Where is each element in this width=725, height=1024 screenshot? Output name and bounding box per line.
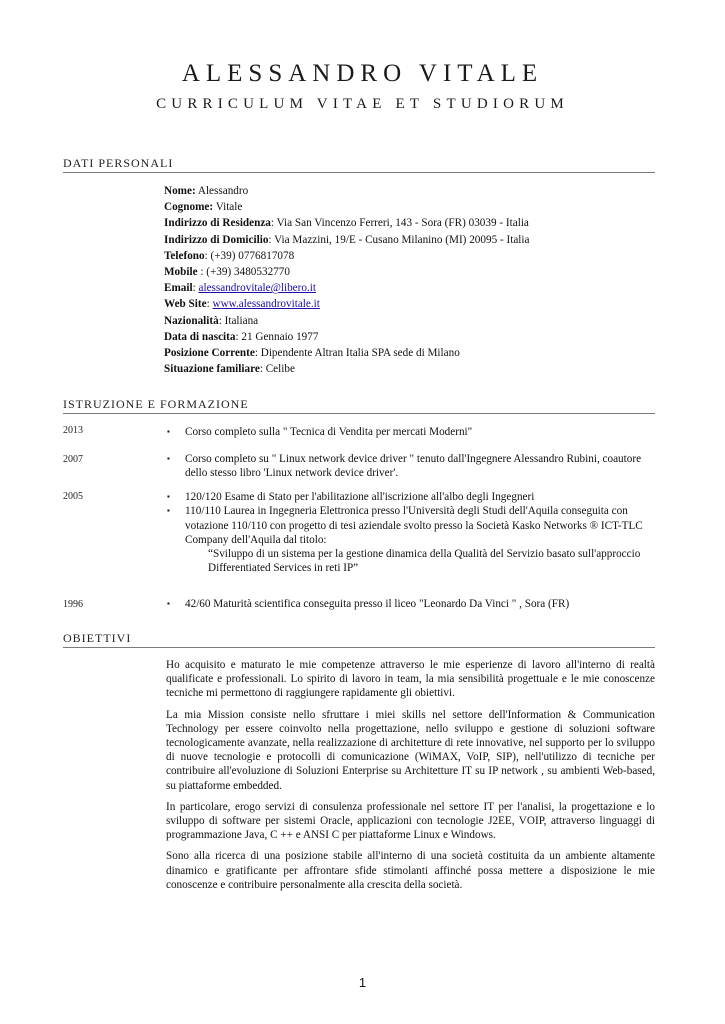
education-year: 2007 [63, 454, 83, 465]
personal-row-domicilio [164, 232, 529, 248]
bullet-icon: ▪ [167, 454, 170, 463]
section-heading-personal: DATI PERSONALI [63, 156, 655, 173]
page-number: 1 [358, 975, 367, 990]
field-label: Nome: [164, 185, 196, 197]
bullet-icon: ▪ [167, 492, 170, 501]
personal-row-email [164, 280, 529, 296]
list-item-text: Corso completo su " Linux network device driver " tenuto dall'Ingegnere Alessandro Rubini, coautore dello stesso libro 'Linux network device driver'. [185, 453, 642, 480]
field-label: Email [164, 282, 193, 295]
personal-row-nome [164, 183, 529, 199]
field-value: : (+39) 3480532770 [197, 266, 290, 279]
field-value: : [206, 298, 213, 311]
list-item [164, 597, 659, 611]
website-link[interactable]: www.alessandrovitale.it [212, 298, 320, 311]
field-value: Vitale [213, 201, 243, 214]
field-label: Mobile [164, 266, 198, 279]
personal-row-posizione [164, 345, 529, 361]
personal-row-nazionalita [164, 313, 529, 329]
education-entry-2005 [164, 490, 659, 576]
education-entry-1996 [164, 597, 659, 611]
list-item [164, 452, 659, 481]
field-label: Posizione Corrente [164, 347, 255, 360]
bullet-icon: ▪ [167, 427, 170, 436]
field-label: Situazione familiare [164, 363, 260, 376]
bullet-icon: ▪ [167, 506, 170, 516]
thesis-title: “Sviluppo di un sistema per la gestione dinamica della Qualità del Servizio basato sull'approccio Differentiated Services in reti IP” [208, 548, 641, 575]
field-value: : [192, 282, 199, 295]
list-item-text: 110/110 Laurea in Ingegneria Elettronica presso l'Università degli Studi dell'Aquila conseguita con votazione 110/110 con progetto di tesi aziendale svolto presso la Società Kasko Networks ® ICT-TLC Company dell'Aquila dal titolo: [185, 505, 643, 546]
personal-row-mobile [164, 264, 529, 280]
field-label: Telefono [164, 249, 205, 262]
objectives-text [166, 658, 655, 899]
field-label: Cognome: [164, 201, 214, 214]
personal-row-residenza [164, 215, 529, 231]
field-label: Nazionalità [164, 314, 219, 327]
field-label: Data di nascita [164, 330, 236, 343]
list-item-text: 42/60 Maturità scientifica conseguita presso il liceo "Leonardo Da Vinci " , Sora (FR) [185, 598, 570, 610]
personal-row-telefono [164, 248, 529, 264]
field-value: : 21 Gennaio 1977 [235, 330, 319, 343]
personal-row-cognome [164, 199, 529, 215]
list-item-text: Corso completo sulla " Tecnica di Vendita per mercati Moderni" [185, 426, 473, 438]
list-item [164, 504, 659, 547]
education-year: 2013 [63, 425, 83, 436]
section-heading-objectives: OBIETTIVI [63, 631, 655, 648]
document-title: ALESSANDRO VITALE [181, 60, 544, 87]
personal-row-nascita [164, 329, 529, 345]
education-year: 2005 [63, 491, 83, 502]
field-value: : (+39) 0776817078 [204, 249, 295, 262]
personal-row-website [164, 296, 529, 312]
field-label: Web Site [164, 298, 207, 311]
field-value: : Celibe [259, 363, 295, 376]
education-entry-2013 [164, 425, 659, 439]
field-value: : Dipendente Altran Italia SPA sede di Milano [254, 347, 460, 360]
personal-row-situazione [164, 361, 529, 377]
section-heading-education: ISTRUZIONE E FORMAZIONE [63, 397, 655, 414]
field-value: : Italiana [218, 314, 259, 327]
paragraph: Ho acquisito e maturato le mie competenze attraverso le mie esperienze di lavoro all'interno di realtà qualificate e professionali. Lo spirito di lavoro in team, la mia sensibilità progettuale e le mie conoscenze tecniche mi permettono di raggiungere rapidamente gli obiettivi. [166, 659, 655, 700]
paragraph: La mia Mission consiste nello sfruttare i miei skills nel settore dell'Information & Communication Technology per essere coinvolto nella progettazione, nello sviluppo e gestione di soluzioni software tecnologicamente avanzate, nella realizzazione di architetture di rete innovative, nel supporto per lo sviluppo di nuove tecnologie e protocolli di comunicazione (WiMAX, VoIP, SIP), nell'utilizzo di tecniche per contribuire all'evoluzione di Soluzioni Enterprise su Architetture IT su IP network , su ambienti Web-based, su piattaforme embedded. [166, 708, 655, 792]
bullet-icon: ▪ [167, 599, 170, 608]
education-entry-2007 [164, 452, 659, 481]
education-year: 1996 [63, 599, 83, 610]
field-value: : Via San Vincenzo Ferreri, 143 - Sora (FR) 03039 - Italia [270, 217, 529, 230]
field-label: Indirizzo di Domicilio [164, 233, 269, 246]
list-item [164, 425, 659, 439]
list-item [164, 490, 659, 504]
field-value: Alessandro [195, 185, 249, 197]
field-label: Indirizzo di Residenza [164, 217, 271, 230]
paragraph: Sono alla ricerca di una posizione stabile all'interno di una società costituita da un ambiente altamente dinamico e gratificante per affrontare sfide stimolanti affinché possa mettere a disposizione le mie conoscenze e contribuire personalmente alla crescita della società. [166, 850, 655, 891]
document-subtitle: CURRICULUM VITAE ET STUDIORUM [156, 96, 569, 112]
personal-data-list [164, 183, 529, 377]
paragraph: In particolare, erogo servizi di consulenza professionale nel settore IT per l'analisi, la progettazione e lo sviluppo di software per sistemi Oracle, applicazioni con tecnologie J2EE, VOIP, attraverso linguaggi di programmazione Java, C ++ e ANSI C per piattaforme Linux e Windows. [166, 800, 655, 842]
field-value: : Via Mazzini, 19/E - Cusano Milanino (MI) 20095 - Italia [268, 233, 530, 246]
email-link[interactable]: alessandrovitale@libero.it [198, 282, 316, 295]
list-item-text: 120/120 Esame di Stato per l'abilitazione all'iscrizione all'albo degli Ingegneri [185, 491, 535, 503]
